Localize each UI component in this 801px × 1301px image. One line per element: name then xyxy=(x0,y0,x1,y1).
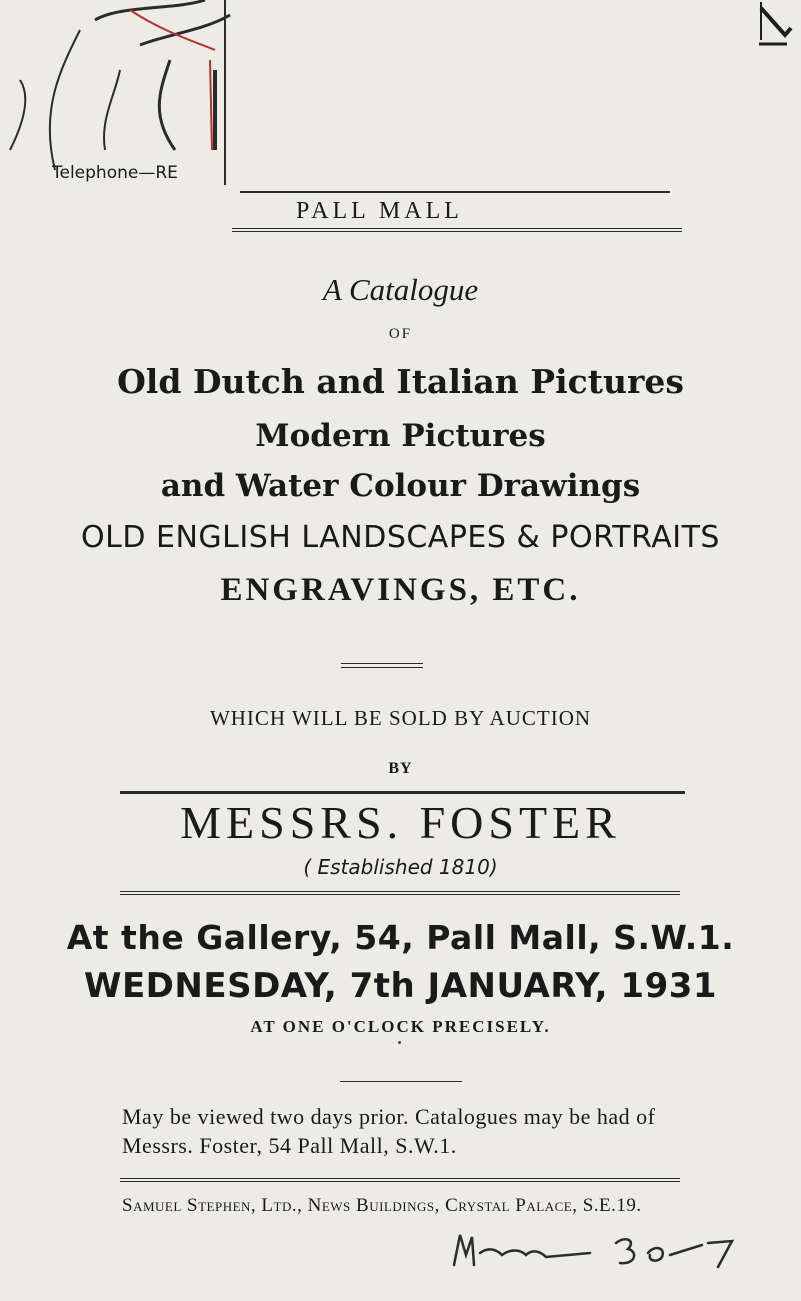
header-rule-bottom xyxy=(232,228,682,229)
title-line-4: OLD ENGLISH LANDSCAPES & PORTRAITS xyxy=(81,520,720,555)
short-rule-1 xyxy=(341,663,423,664)
telephone-label: Telephone—RE xyxy=(52,163,178,183)
catalogue-intro: A Catalogue xyxy=(322,272,479,307)
corner-mark xyxy=(755,0,801,50)
notice-line-1: May be viewed two days prior. Catalogues may be had of xyxy=(122,1104,656,1129)
printer-rule xyxy=(120,1178,680,1179)
title-line-5: ENGRAVINGS, ETC. xyxy=(220,572,581,608)
auctioneer-rule-top xyxy=(120,791,685,794)
ink-speck xyxy=(398,1041,401,1044)
of-label: OF xyxy=(388,326,413,342)
printer-imprint: Samuel Stephen, Ltd., News Buildings, Crystal Palace, S.E.19. xyxy=(122,1195,642,1216)
established-note: ( Established 1810) xyxy=(303,855,498,879)
header-rule-bottom-double xyxy=(232,231,682,232)
auctioneer-rule-bottom-double xyxy=(120,894,680,895)
handwritten-annotation xyxy=(440,1225,740,1275)
by-label: BY xyxy=(388,760,413,777)
title-line-2: Modern Pictures xyxy=(255,418,546,454)
auction-statement: WHICH WILL BE SOLD BY AUCTION xyxy=(209,706,592,730)
auctioneer-rule-bottom xyxy=(120,891,680,892)
auctioneer-name: MESSRS. FOSTER xyxy=(180,797,621,848)
title-line-3: and Water Colour Drawings xyxy=(160,468,641,504)
short-rule-2 xyxy=(341,667,423,668)
sale-time: AT ONE O'CLOCK PRECISELY. xyxy=(250,1017,551,1036)
notice-line-2: Messrs. Foster, 54 Pall Mall, S.W.1. xyxy=(122,1133,457,1158)
time-rule xyxy=(340,1081,462,1082)
sale-date: WEDNESDAY, 7th JANUARY, 1931 xyxy=(83,966,718,1006)
location-heading: PALL MALL xyxy=(296,198,463,224)
printer-rule-double xyxy=(120,1181,680,1182)
title-line-1: Old Dutch and Italian Pictures xyxy=(117,362,684,401)
header-rule-top xyxy=(240,191,670,193)
venue-location: At the Gallery, 54, Pall Mall, S.W.1. xyxy=(66,918,735,957)
